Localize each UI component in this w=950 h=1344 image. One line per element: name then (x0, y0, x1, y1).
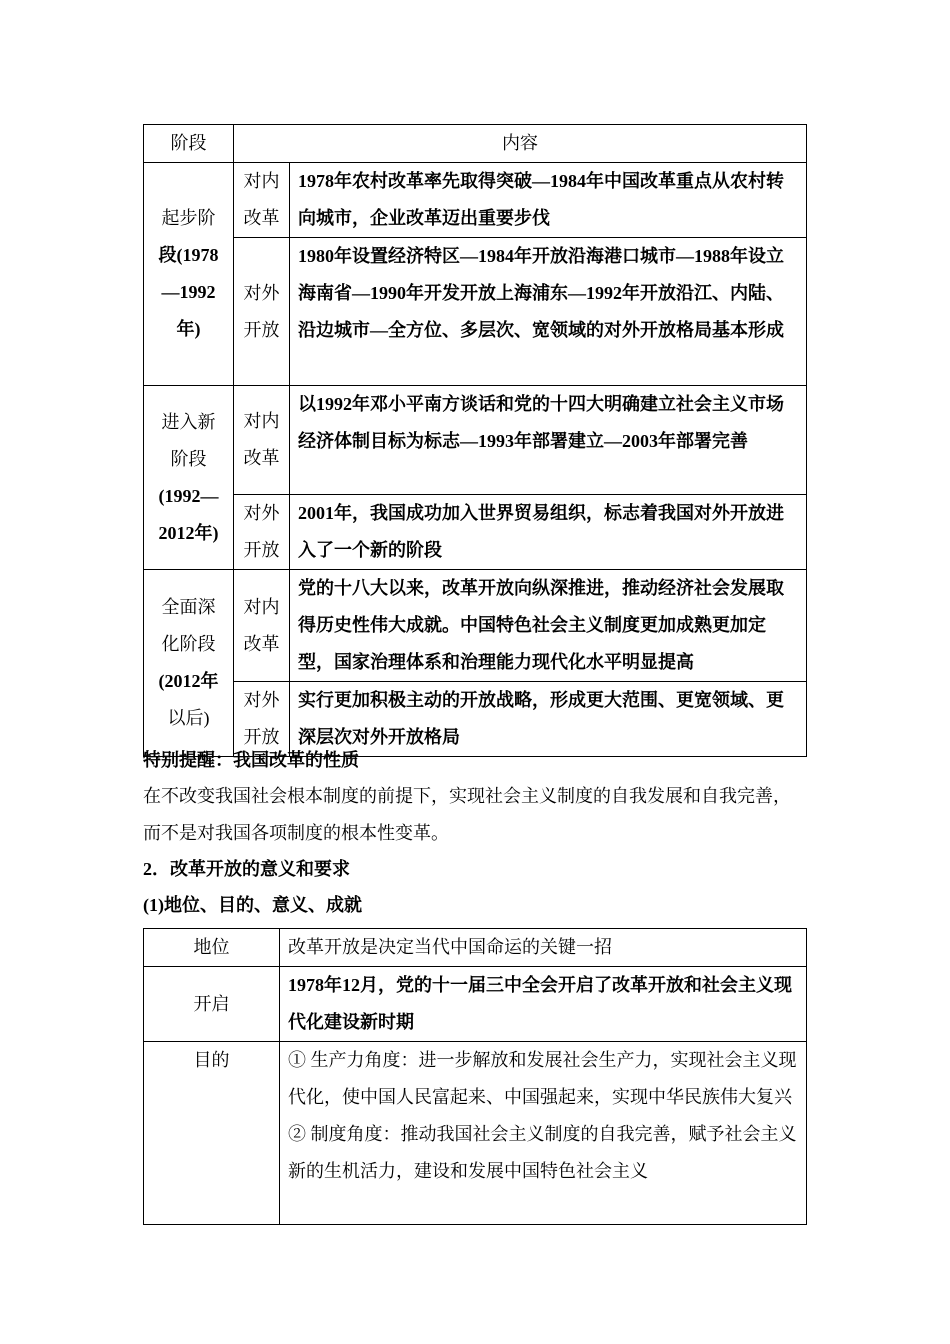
row-type: 对外 开放 (234, 495, 290, 570)
row-type: 对内 改革 (234, 163, 290, 238)
table-row (144, 1042, 807, 1225)
table-row (144, 570, 807, 682)
table-row (144, 929, 807, 967)
section-subheading: (1)地位、目的、意义、成就 (143, 895, 362, 915)
row-type: 对外 开放 (234, 682, 290, 757)
row-content: 2001年，我国成功加入世界贸易组织，标志着我国对外开放进入了一个新的阶段 (290, 495, 807, 570)
row-type: 对内 改革 (234, 386, 290, 495)
table-row (144, 238, 807, 386)
row-content: ① 生产力角度：进一步解放和发展社会生产力，实现社会主义现代化，使中国人民富起来、中国强起来，实现中华民族伟大复兴 ② 制度角度：推动我国社会主义制度的自我完善，赋予社会主义新的生机活力，建设和发展中国特色社会主义 (280, 1042, 807, 1225)
table-header-row (144, 125, 807, 163)
row-content: 以1992年邓小平南方谈话和党的十四大明确建立社会主义市场经济体制目标为标志—1993年部署建立—2003年部署完善 (290, 386, 807, 495)
stage-name: 全面深 化阶段 (2012年 以后) (144, 570, 234, 757)
stage-name: 起步阶 段(1978 —1992 年) (144, 163, 234, 386)
table-row (144, 495, 807, 570)
header-content: 内容 (234, 125, 807, 163)
stage-name: 进入新 阶段 (1992— 2012年) (144, 386, 234, 570)
header-stage: 阶段 (144, 125, 234, 163)
row-content: 实行更加积极主动的开放战略，形成更大范围、更宽领域、更深层次对外开放格局 (290, 682, 807, 757)
note-title: 特别提醒：我国改革的性质 (143, 750, 359, 770)
table-row (144, 967, 807, 1042)
row-content: 党的十八大以来，改革开放向纵深推进，推动经济社会发展取得历史性伟大成就。中国特色社会主义制度更加成熟更加定型，国家治理体系和治理能力现代化水平明显提高 (290, 570, 807, 682)
row-content: 1978年12月，党的十一届三中全会开启了改革开放和社会主义现代化建设新时期 (280, 967, 807, 1042)
row-content: 1978年农村改革率先取得突破—1984年中国改革重点从农村转向城市，企业改革迈出重要步伐 (290, 163, 807, 238)
row-type: 对外 开放 (234, 238, 290, 386)
significance-table (143, 928, 807, 1225)
row-label: 地位 (144, 929, 280, 967)
note-body: 在不改变我国社会根本制度的前提下，实现社会主义制度的自我发展和自我完善，而不是对我国各项制度的根本性变革。 (143, 786, 791, 843)
row-content: 改革开放是决定当代中国命运的关键一招 (280, 929, 807, 967)
table-row (144, 386, 807, 495)
section-heading: 2．改革开放的意义和要求 (143, 859, 350, 879)
row-content: 1980年设置经济特区—1984年开放沿海港口城市—1988年设立海南省—1990年开发开放上海浦东—1992年开放沿江、内陆、沿边城市—全方位、多层次、宽领域的对外开放格局基本形成 (290, 238, 807, 386)
reform-stages-table (143, 124, 807, 757)
table-row (144, 163, 807, 238)
row-label: 目的 (144, 1042, 280, 1225)
row-type: 对内 改革 (234, 570, 290, 682)
row-label: 开启 (144, 967, 280, 1042)
